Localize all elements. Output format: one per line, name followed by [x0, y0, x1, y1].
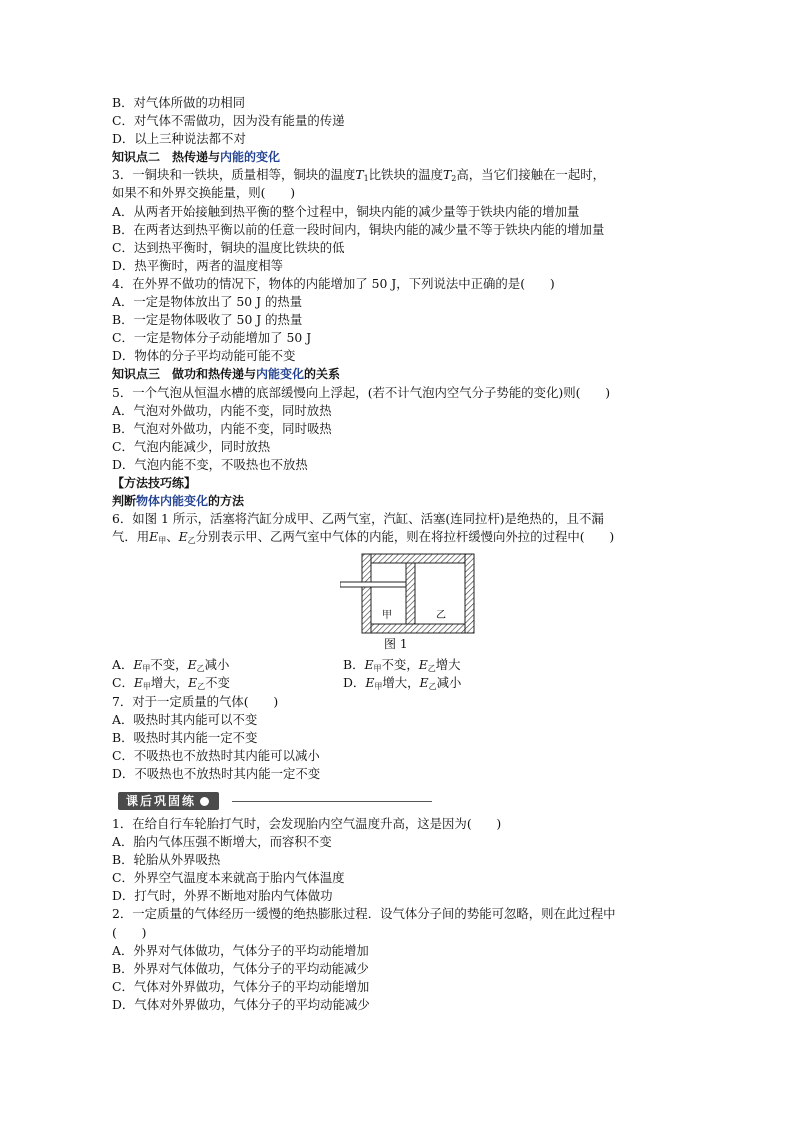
- question-6-options-row2: [112, 674, 687, 692]
- homework-1-stem: 1．在给自行车轮胎打气时，会发现胎内空气温度升高，这是因为( ): [112, 816, 502, 831]
- symbol-e: E: [187, 657, 197, 673]
- option-text: 增大，: [382, 675, 420, 691]
- option-text: 不变: [205, 675, 230, 691]
- question-7-option-c: C．不吸热也不放热时其内能可以减小: [112, 747, 320, 763]
- question-4-stem: 4．在外界不做功的情况下，物体的内能增加了 50 J，下列说法中正确的是( ): [112, 275, 555, 291]
- separator: 、: [166, 529, 179, 545]
- method-title: 【方法技巧练】: [112, 475, 197, 490]
- subscript: 甲: [374, 682, 383, 692]
- question-text: 3．一铜块和一铁块，质量相等，铜块的温度: [112, 167, 356, 183]
- cylinder-wall-bottom: [362, 624, 474, 633]
- option-c: C．对气体不需做功，因为没有能量的传递: [112, 113, 345, 129]
- symbol-e: E: [365, 675, 375, 691]
- option-d: D．以上三种说法都不对: [112, 131, 246, 147]
- cylinder-wall-left-upper: [362, 554, 371, 582]
- subscript: 乙: [427, 664, 436, 674]
- section-heading-2: [112, 148, 687, 166]
- option-text: 减小: [436, 675, 462, 691]
- homework-2-option-c: C．气体对外界做功，气体分子的平均动能增加: [112, 978, 370, 994]
- homework-1-option-d: D．打气时，外界不断地对胎内气体做功: [112, 888, 333, 904]
- section-heading-prefix: 知识点二 热传递与: [112, 150, 221, 165]
- cylinder-wall-top: [362, 554, 474, 563]
- section-heading-highlight: 内能变化: [256, 367, 305, 382]
- homework-1-option-b: B．轮胎从外界吸热: [112, 852, 221, 868]
- subscript: 甲: [158, 536, 167, 546]
- question-5-option-b: B．气泡对外做功，内能不变，同时吸热: [112, 420, 332, 436]
- bullet-icon: [200, 797, 209, 806]
- question-4-option-c: C．一定是物体分子动能增加了 50 J: [112, 330, 312, 346]
- section-heading-prefix: 知识点三 做功和热传递与: [112, 367, 257, 382]
- question-3-stem-line2: 如果不和外界交换能量，则( ): [112, 185, 296, 201]
- method-subtitle-highlight: 物体内能变化: [136, 494, 209, 509]
- question-7-option-b: B．吸热时其内能一定不变: [112, 729, 258, 745]
- subscript: 乙: [187, 536, 196, 546]
- symbol-t1: T: [355, 167, 364, 183]
- symbol-e: E: [133, 657, 143, 673]
- homework-2-option-a: A．外界对气体做功，气体分子的平均动能增加: [112, 942, 369, 958]
- method-subtitle-prefix: 判断: [112, 494, 137, 509]
- option-text: 不变，: [381, 657, 419, 673]
- option-text: 减小: [204, 657, 230, 673]
- section-heading-suffix: 的关系: [304, 367, 341, 382]
- question-text: 高，当它们接触在一起时，: [456, 167, 606, 183]
- question-6-option-b: [343, 656, 574, 674]
- question-5-option-a: A．气泡对外做功，内能不变，同时放热: [112, 402, 332, 418]
- homework-2-option-d: D．气体对外界做功，气体分子的平均动能减少: [112, 996, 370, 1012]
- question-6-stem-line1: 6．如图 1 所示，活塞将汽缸分成甲、乙两气室，汽缸、活塞(连同拉杆)是绝热的，且不漏: [112, 511, 604, 527]
- subscript: 乙: [197, 682, 206, 692]
- question-6-options-row1: [112, 656, 687, 674]
- chamber-label-left: 甲: [382, 610, 392, 622]
- option-letter: D．: [343, 675, 366, 691]
- symbol-t2: T: [443, 167, 452, 183]
- subscript: 2: [451, 174, 457, 184]
- cylinder-wall-right: [465, 554, 474, 633]
- question-7-option-d: D．不吸热也不放热时其内能一定不变: [112, 765, 321, 781]
- figure-1: [112, 546, 687, 656]
- question-7-option-a: A．吸热时其内能可以不变: [112, 711, 258, 727]
- option-b: B．对气体所做的功相同: [112, 95, 246, 110]
- homework-banner-label: 课后巩固练: [126, 794, 197, 808]
- divider: [232, 801, 432, 802]
- homework-1-option-a: A．胎内气体压强不断增大，而容积不变: [112, 834, 332, 850]
- option-letter: B．: [343, 657, 365, 673]
- piston: [406, 563, 415, 624]
- homework-1-option-c: C．外界空气温度本来就高于胎内气体温度: [112, 870, 345, 886]
- symbol-e: E: [364, 657, 374, 673]
- subscript: 乙: [196, 664, 205, 674]
- option-text: 不变，: [150, 657, 188, 673]
- question-3-option-d: D．热平衡时，两者的温度相等: [112, 257, 284, 273]
- question-3-option-a: A．从两者开始接触到热平衡的整个过程中，铜块内能的减少量等于铁块内能的增加量: [112, 203, 580, 219]
- section-heading-3: [112, 365, 687, 383]
- question-5-option-d: D．气泡内能不变，不吸热也不放热: [112, 456, 308, 472]
- figure-caption: 图 1: [384, 637, 408, 652]
- question-text: 比铁块的温度: [368, 167, 444, 183]
- homework-banner-row: [112, 789, 687, 815]
- question-6-stem-line2: [112, 528, 687, 546]
- question-5-option-c: C．气泡内能减少，同时放热: [112, 438, 271, 454]
- question-4-option-d: D．物体的分子平均动能可能不变: [112, 348, 296, 364]
- worksheet-page: [112, 94, 687, 1014]
- question-6-option-d: [343, 674, 574, 692]
- symbol-e: E: [133, 675, 143, 691]
- question-3-stem-line1: [112, 166, 687, 184]
- symbol-e: E: [418, 657, 428, 673]
- method-subtitle-suffix: 的方法: [208, 494, 245, 509]
- homework-2-option-b: B．外界对气体做功，气体分子的平均动能减少: [112, 960, 369, 976]
- method-subtitle: [112, 492, 687, 510]
- question-6-option-a: [112, 656, 343, 674]
- question-text: 气．用: [112, 529, 150, 545]
- homework-2-stem-line2: ( ): [112, 924, 147, 940]
- subscript: 甲: [142, 682, 151, 692]
- subscript: 1: [363, 174, 369, 184]
- question-6-option-c: [112, 674, 343, 692]
- section-heading-highlight: 内能的变化: [220, 150, 281, 165]
- option-letter: C．: [112, 675, 134, 691]
- question-text: 分别表示甲、乙两气室中气体的内能，则在将拉杆缓慢向外拉的过程中( ): [195, 529, 615, 545]
- question-3-option-c: C．达到热平衡时，铜块的温度比铁块的低: [112, 239, 345, 255]
- symbol-e: E: [178, 529, 188, 545]
- symbol-e: E: [419, 675, 429, 691]
- option-text: 增大，: [150, 675, 189, 691]
- cylinder-wall-left-lower: [362, 587, 371, 633]
- option-letter: A．: [112, 657, 134, 673]
- question-4-option-b: B．一定是物体吸收了 50 J 的热量: [112, 312, 303, 328]
- subscript: 甲: [373, 664, 382, 674]
- pull-rod: [340, 582, 406, 587]
- question-5-stem: 5．一个气泡从恒温水槽的底部缓慢向上浮起，(若不计气泡内空气分子势能的变化)则( ): [112, 384, 611, 400]
- cylinder-piston-diagram: [340, 550, 500, 636]
- question-7-stem: 7．对于一定质量的气体( ): [112, 693, 279, 709]
- homework-banner: [118, 792, 219, 810]
- homework-2-stem-line1: 2．一定质量的气体经历一缓慢的绝热膨胀过程．设气体分子间的势能可忽略，则在此过程中: [112, 906, 616, 922]
- symbol-e: E: [149, 529, 159, 545]
- symbol-e: E: [188, 675, 198, 691]
- question-3-option-b: B．在两者达到热平衡以前的任意一段时间内，铜块内能的减少量不等于铁块内能的增加量: [112, 221, 605, 237]
- chamber-label-right: 乙: [436, 610, 446, 622]
- subscript: 乙: [428, 682, 437, 692]
- question-4-option-a: A．一定是物体放出了 50 J 的热量: [112, 294, 303, 310]
- option-text: 增大: [435, 657, 461, 673]
- subscript: 甲: [142, 664, 151, 674]
